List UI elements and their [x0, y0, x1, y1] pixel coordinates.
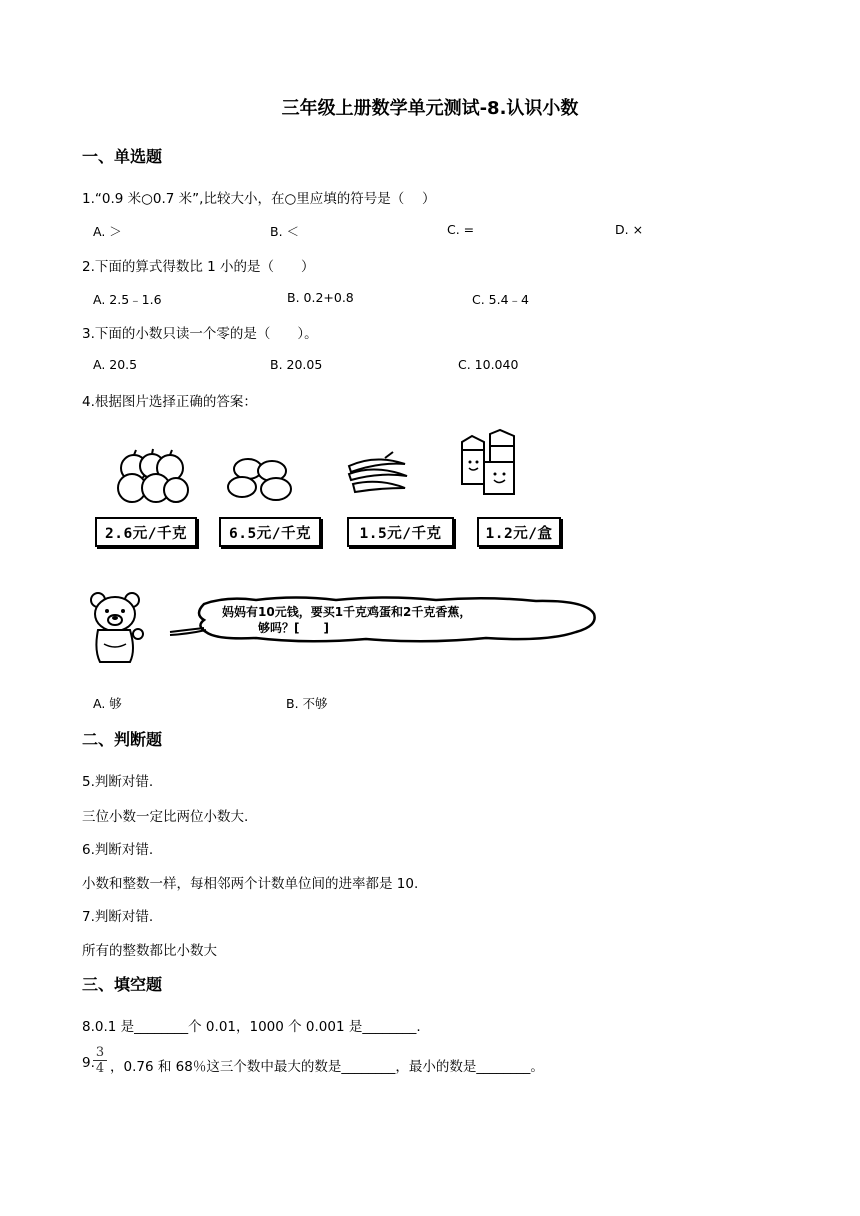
q2-option-c: C. 5.4﹣4	[472, 292, 530, 307]
q3-option-a: A. 20.5	[93, 357, 138, 372]
q1-option-b: B. ＜	[270, 224, 300, 239]
question-5-label: 5.判断对错.	[82, 774, 154, 790]
question-5-statement: 三位小数一定比两位小数大.	[82, 809, 249, 825]
page-title: 三年级上册数学单元测试-8.认识小数	[281, 98, 579, 119]
question-3: 3.下面的小数只读一个零的是（ ）。	[82, 326, 318, 342]
question-8: 8.0.1 是________个 0.01，1000 个 0.001 是________.	[82, 1019, 421, 1035]
bubble-text-line-1: 妈妈有10元钱，要买1千克鸡蛋和2千克香蕉，	[222, 605, 472, 619]
milk-cartons-image	[460, 428, 522, 498]
section-heading-single-choice: 一、单选题	[82, 147, 163, 166]
question-4: 4.根据图片选择正确的答案：	[82, 394, 257, 410]
section-heading-fill-blank: 三、填空题	[82, 975, 163, 994]
question-9: ，0.76 和 68％这三个数中最大的数是________，最小的数是________。	[110, 1059, 544, 1075]
bear-image	[86, 590, 152, 666]
fraction-three-quarters	[93, 1046, 107, 1075]
question-1: 1.“0.9 米○0.7 米”,比较大小，在○里应填的符号是（ ）	[82, 191, 436, 207]
q2-option-a: A. 2.5﹣1.6	[93, 292, 162, 307]
q1-option-d: D. ×	[615, 222, 644, 237]
question-6-label: 6.判断对错.	[82, 842, 154, 858]
q2-option-b: B. 0.2+0.8	[287, 290, 354, 305]
fraction-numerator: 3	[95, 1045, 105, 1060]
q3-option-b: B. 20.05	[270, 357, 323, 372]
q1-option-c: C. =	[447, 222, 475, 237]
q1-option-a: A. ＞	[93, 224, 122, 239]
question-6-statement: 小数和整数一样，每相邻两个计数单位间的进率都是 10.	[82, 876, 419, 892]
bananas-image	[345, 450, 411, 500]
price-label-eggs: 6.5元/千克	[219, 517, 321, 547]
price-label-bananas: 1.5元/千克	[347, 517, 454, 547]
price-label-apples: 2.6元/千克	[95, 517, 197, 547]
q4-option-a: A. 够	[93, 696, 122, 711]
section-heading-true-false: 二、判断题	[82, 730, 163, 749]
q3-option-c: C. 10.040	[458, 357, 519, 372]
apples-image	[112, 448, 192, 506]
eggs-image	[222, 455, 298, 505]
price-label-milk: 1.2元/盒	[477, 517, 561, 547]
question-7-label: 7.判断对错.	[82, 909, 154, 925]
question-2: 2.下面的算式得数比 1 小的是（ ）	[82, 259, 315, 275]
fraction-denominator: 4	[95, 1061, 105, 1076]
bubble-text-line-2: 够吗？[ ]	[258, 621, 329, 635]
q4-option-b: B. 不够	[286, 696, 328, 711]
question-9-number: 9.	[82, 1055, 95, 1071]
question-7-statement: 所有的整数都比小数大	[82, 943, 217, 959]
